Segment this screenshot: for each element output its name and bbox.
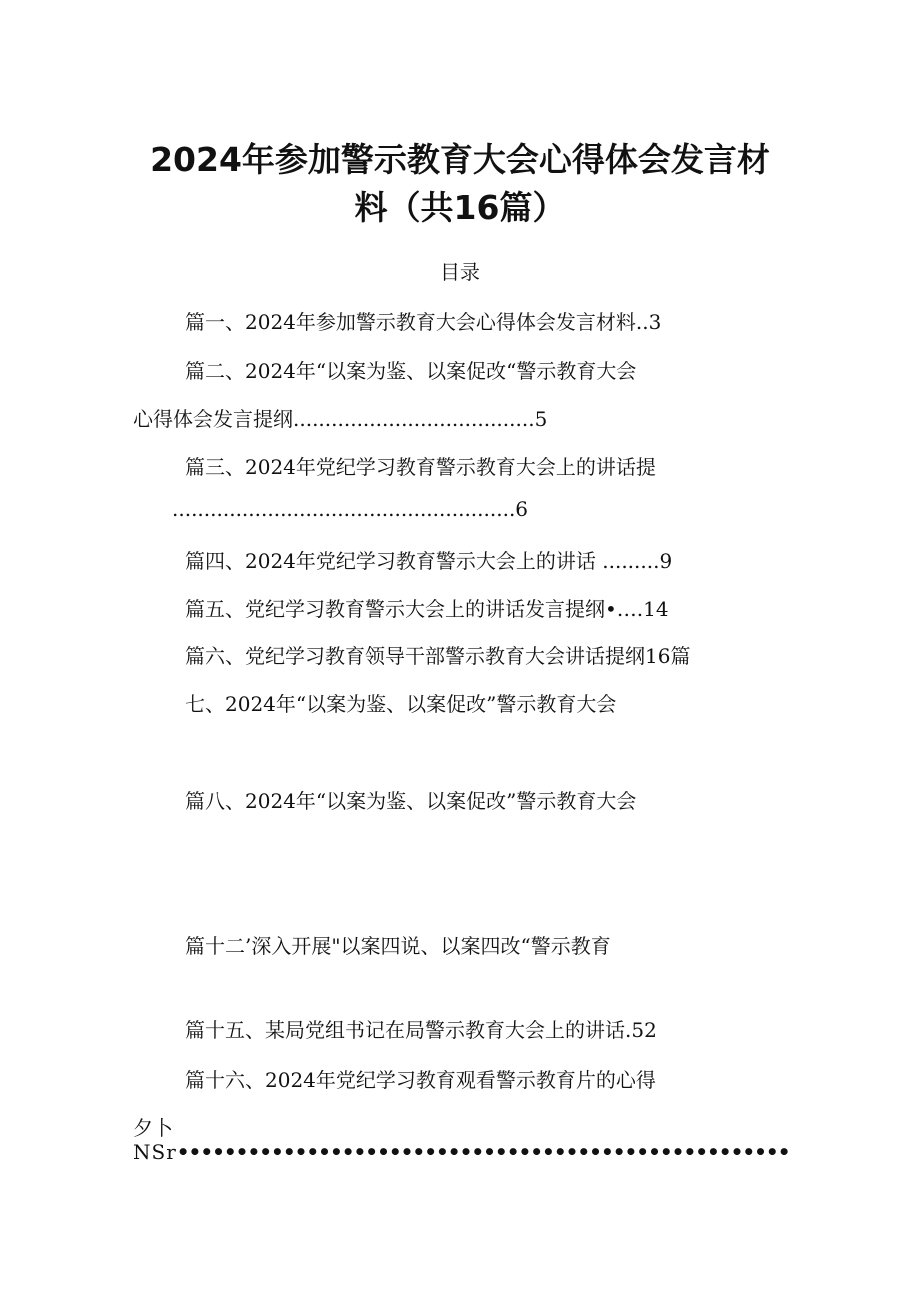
toc-entry: 篇八、2024年“以案为鉴、以案促改”警示教育大会 [185, 789, 637, 813]
toc-entry: ......................................................6 [172, 497, 529, 521]
footer-prefix: NSr [133, 1140, 177, 1164]
toc-heading: 目录 [440, 260, 480, 284]
toc-entry: 篇二、2024年“以案为鉴、以案促改“警示教育大会 [185, 359, 637, 383]
toc-entry: 心得体会发言提纲......................................5 [133, 407, 548, 431]
toc-entry: 篇十五、某局党组书记在局警示教育大会上的讲话.52 [185, 1018, 657, 1042]
toc-entry: 篇一、2024年参加警示教育大会心得体会发言材料..3 [185, 310, 662, 334]
toc-entry: 篇五、党纪学习教育警示大会上的讲话发言提纲•….14 [185, 597, 669, 621]
toc-entry: 篇十二’深入开展"以案四说、以案四改“警示教育 [185, 934, 611, 958]
toc-entry: 篇三、2024年党纪学习教育警示教育大会上的讲话提 [185, 455, 656, 479]
toc-entry: 篇六、党纪学习教育领导干部警示教育大会讲话提纲16篇 [185, 644, 691, 668]
footer-bullets: •••••••••••••••••••••••••••••••••••••••••••••••••••• [176, 1140, 790, 1164]
toc-entry: 夕卜 [133, 1116, 173, 1140]
toc-entry: 七、2024年“以案为鉴、以案促改”警示教育大会 [185, 692, 617, 716]
document-title-line1: 2024年参加警示教育大会心得体会发言材 [150, 140, 770, 179]
document-title-line2: 料（共16篇） [354, 188, 566, 227]
toc-footer-leader [133, 1140, 790, 1164]
toc-entry: 篇十六、2024年党纪学习教育观看警示教育片的心得 [185, 1068, 656, 1092]
toc-entry: 篇四、2024年党纪学习教育警示大会上的讲话 .........9 [185, 549, 673, 573]
